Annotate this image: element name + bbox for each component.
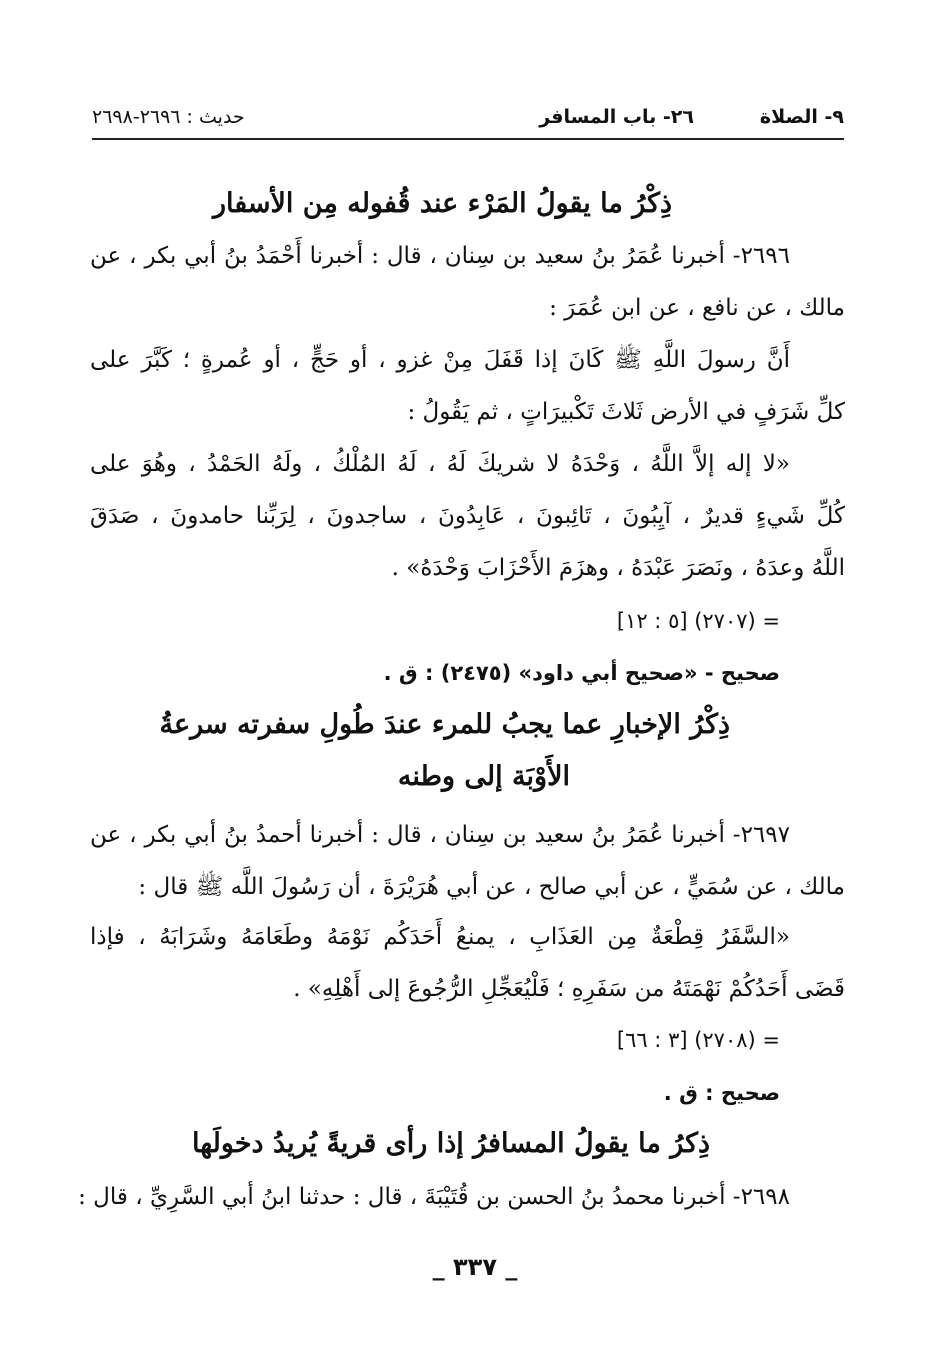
- isnad-line: مالك ، عن سُمَيٍّ ، عن أبي صالح ، عن أبي هُرَيْرَةَ ، أن رَسُولَ اللَّه ﷺ قال :: [138, 874, 845, 900]
- cross-reference: = (٢٧٠٨) [٣ : ٦٦]: [616, 1028, 780, 1052]
- section-title: الأَوْبَة إلى وطنه: [397, 761, 570, 792]
- hadith-text-line: «السَّفَرُ قِطْعَةٌ مِن العَذَابِ ، يمنعُ أَحَدَكُم نَوْمَهُ وطَعَامَهُ وشَرَابَهُ ، فإذا: [90, 924, 790, 950]
- cross-reference: = (٢٧٠٧) [٥ : ١٢]: [616, 609, 780, 633]
- hadith-text-line: أَنَّ رسولَ اللَّهِ ﷺ كَانَ إذا قَفَلَ مِنْ غزو ، أو حَجٍّ ، أو عُمرةٍ ؛ كَبَّرَ على: [90, 347, 790, 373]
- isnad-line: ٢٦٩٧- أخبرنا عُمَرُ بنُ سعيد بن سِنان ، قال : أخبرنا أحمدُ بنُ أبي بكر ، عن: [90, 822, 790, 848]
- hadith-text-line: كُلِّ شَيءٍ قديرٌ ، آيِبُونَ ، تَائِبونَ ، عَابِدُونَ ، ساجدونَ ، لِرَبِّنا حامدونَ ، صَدَقَ: [90, 503, 845, 529]
- hadith-grade: صحيح - «صحيح أبي داود» (٢٤٧٥) : ق .: [383, 661, 780, 685]
- running-header: [92, 100, 844, 140]
- section-title: ذِكْرُ الإخبارِ عما يجبُ للمرء عندَ طُولِ سفرته سرعةُ: [159, 709, 730, 740]
- section-title: ذِكْرُ ما يقولُ المَرْء عند قُفوله مِن الأسفار: [212, 188, 672, 219]
- hadith-text-line: «لا إله إلاَّ اللَّهُ ، وَحْدَهُ لا شريكَ لَهُ ، لَهُ المُلْكُ ، ولَهُ الحَمْدُ ، وهُوَ على: [90, 451, 790, 477]
- isnad-line: ٢٦٩٨- أخبرنا محمدُ بنُ الحسن بن قُتَيْبَةَ ، قال : حدثنا ابنُ أبي السَّرِيِّ ، قال :: [78, 1184, 790, 1210]
- book-title: ٩- الصلاة: [759, 106, 844, 128]
- hadith-grade: صحيح : ق .: [663, 1081, 780, 1105]
- hadith-text-line: قَضَى أَحَدُكُمْ نَهْمَتَهُ من سَفَرِهِ ؛ فَلْيُعَجِّلِ الرُّجُوعَ إلى أَهْلِهِ» .: [293, 976, 845, 1002]
- chapter-title: ٢٦- باب المسافر: [539, 106, 694, 128]
- hadith-range: حديث : ٢٦٩٦-٢٦٩٨: [92, 106, 245, 128]
- page-number: _ ٣٣٧ _: [432, 1253, 518, 1281]
- hadith-text-line: كلِّ شَرَفٍ في الأرض ثَلاثَ تَكْبيرَاتٍ ، ثم يَقُولُ :: [407, 399, 845, 425]
- isnad-line: ٢٦٩٦- أخبرنا عُمَرُ بنُ سعيد بن سِنان ، قال : أخبرنا أَحْمَدُ بنُ أبي بكر ، عن: [90, 243, 790, 269]
- isnad-line: مالك ، عن نافع ، عن ابن عُمَرَ :: [549, 295, 845, 321]
- hadith-text-line: اللَّهُ وعدَهُ ، ونَصَرَ عَبْدَهُ ، وهزَمَ الأَحْزَابَ وَحْدَهُ» .: [391, 555, 845, 581]
- section-title: ذِكرُ ما يقولُ المسافرُ إذا رأى قريةً يُريدُ دخولَها: [191, 1128, 710, 1159]
